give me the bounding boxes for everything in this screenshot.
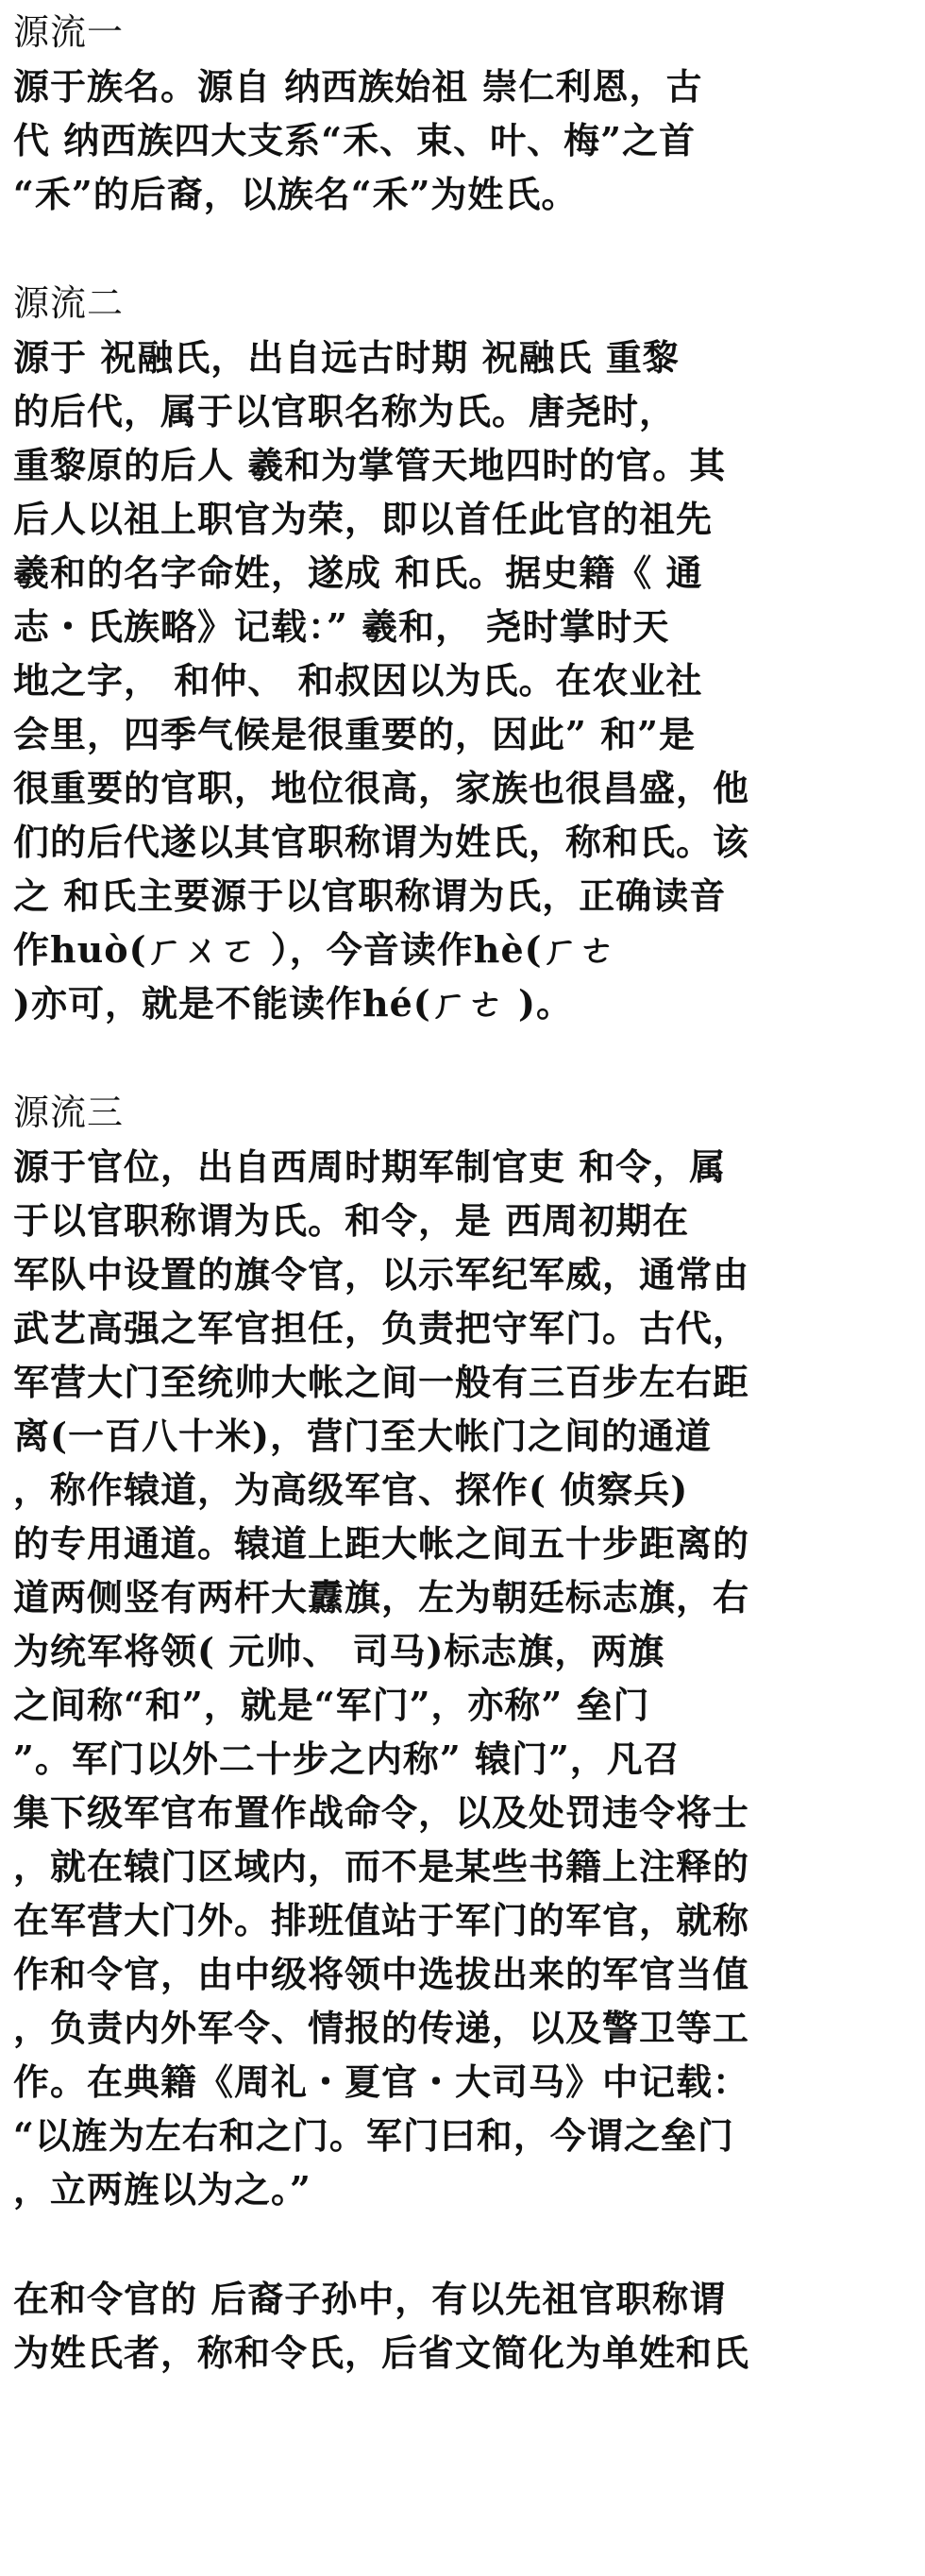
- text-line: ，就在辕门区域内，而不是某些书籍上注释的: [13, 1845, 750, 1888]
- text-line: 作和令官，由中级将领中选拔出来的军官当值: [13, 1953, 750, 1995]
- text-line: 武艺高强之军官担任，负责把守军门。古代，: [13, 1307, 750, 1349]
- text-line: “禾”的后裔，以族名“禾”为姓氏。: [13, 173, 579, 215]
- text-line: “以旌为左右和之门。军门曰和，今谓之垒门: [13, 2114, 734, 2157]
- section-origin-3: [13, 1086, 912, 2216]
- text-line: ，立两旌以为之。”: [13, 2168, 311, 2211]
- text-line: 地之字， 和仲、 和叔因以为氏。在农业社: [13, 659, 703, 702]
- section-heading: 源流三: [13, 1092, 125, 1133]
- document-body: [13, 6, 912, 2435]
- text-line: 军队中设置的旗令官，以示军纪军威，通常由: [13, 1253, 750, 1296]
- text-line: 羲和的名字命姓，遂成 和氏。据史籍《 通: [13, 551, 703, 594]
- section-origin-1: [13, 6, 912, 221]
- text-line: 作。在典籍《周礼・夏官・大司马》中记载：: [13, 2060, 750, 2103]
- text-line: ，负责内外军令、情报的传递，以及警卫等工: [13, 2007, 750, 2049]
- text-line: 之间称“和”，就是“军门”，亦称” 垒门: [13, 1684, 650, 1726]
- text-line: )亦可，就是不能读作hé(ㄏㄜ )。: [13, 982, 573, 1025]
- text-line: 代 纳西族四大支系“禾、束、叶、梅”之首: [13, 119, 696, 161]
- section-heading: 源流一: [13, 11, 125, 53]
- text-line: 道两侧竖有两杆大纛旗，左为朝廷标志旗，右: [13, 1576, 750, 1618]
- text-line: 为统军将领( 元帅、 司马)标志旗，两旗: [13, 1630, 665, 1672]
- text-line: ”。军门以外二十步之内称” 辕门”，凡召: [13, 1737, 681, 1780]
- text-line: 于以官职称谓为氏。和令，是 西周初期在: [13, 1199, 690, 1242]
- text-line: 的专用通道。辕道上距大帐之间五十步距离的: [13, 1522, 750, 1565]
- section-he-ling-clan: [13, 2272, 912, 2380]
- text-line: 军营大门至统帅大帐之间一般有三百步左右距: [13, 1361, 750, 1403]
- text-line: ，称作辕道，为高级军官、探作( 侦察兵): [13, 1468, 689, 1511]
- text-line: 源于官位，出自西周时期军制官吏 和令，属: [13, 1145, 727, 1188]
- text-line: 重黎原的后人 羲和为掌管天地四时的官。其: [13, 444, 727, 486]
- text-line: 的后代，属于以官职名称为氏。唐尧时，: [13, 390, 677, 432]
- text-line: 后人以祖上职官为荣，即以首任此官的祖先: [13, 498, 714, 540]
- text-line: 在和令官的 后裔子孙中，有以先祖官职称谓: [13, 2278, 727, 2320]
- text-line: 离(一百八十米)，营门至大帐门之间的通道: [13, 1415, 712, 1457]
- text-line: 们的后代遂以其官职称谓为姓氏，称和氏。该: [13, 821, 750, 863]
- text-line: 会里，四季气候是很重要的，因此” 和”是: [13, 713, 696, 755]
- text-line: 在军营大门外。排班值站于军门的军官，就称: [13, 1899, 750, 1941]
- text-line: 很重要的官职，地位很高，家族也很昌盛，他: [13, 767, 750, 809]
- text-line: 集下级军官布置作战命令，以及处罚违令将士: [13, 1791, 750, 1834]
- text-line: 源于族名。源自 纳西族始祖 崇仁利恩，古: [13, 65, 703, 108]
- section-heading: 源流二: [13, 282, 125, 324]
- text-line: 志・氏族略》记载：” 羲和， 尧时掌时天: [13, 605, 670, 648]
- text-line: 作huò(ㄏㄨㄛ ），今音读作hè(ㄏㄜ: [13, 928, 616, 971]
- section-origin-2: [13, 277, 912, 1030]
- text-line: 之 和氏主要源于以官职称谓为氏，正确读音: [13, 874, 727, 917]
- text-line: 源于 祝融氏，出自远古时期 祝融氏 重黎: [13, 336, 680, 379]
- text-line: 为姓氏者，称和令氏，后省文简化为单姓和氏: [13, 2331, 750, 2374]
